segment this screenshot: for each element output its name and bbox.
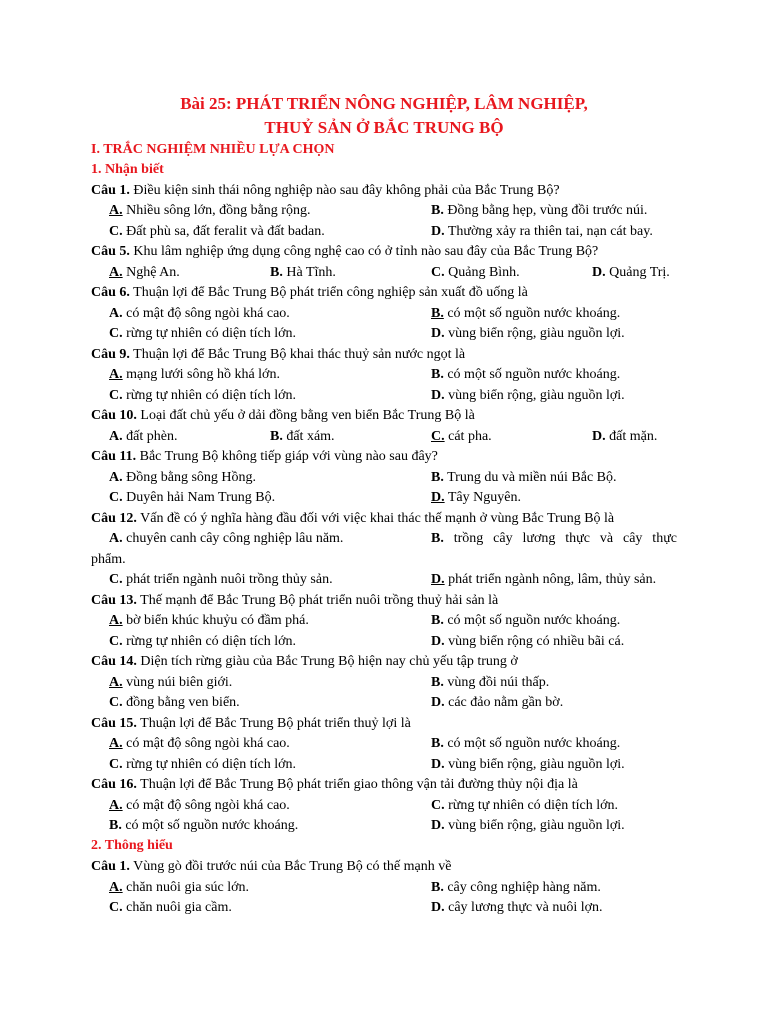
option-a <box>109 796 290 816</box>
option-a <box>109 427 177 447</box>
option-text: chăn nuôi gia súc lớn. <box>122 880 250 895</box>
option-text: trồng cây lương thực và cây thực <box>443 531 677 546</box>
option-d <box>431 222 653 242</box>
option-key: D. <box>431 490 445 505</box>
option-key: B. <box>431 880 444 895</box>
option-key: A. <box>109 470 123 485</box>
option-a <box>109 611 309 631</box>
option-text: chăn nuôi gia cầm. <box>122 900 232 915</box>
lesson-title-line-1: Bài 25: PHÁT TRIỂN NÔNG NGHIỆP, LÂM NGHIỆP, <box>180 94 588 113</box>
option-d <box>592 263 670 283</box>
option-key: B. <box>431 203 444 218</box>
question-text <box>91 509 614 529</box>
question-text <box>91 406 475 426</box>
option-b <box>431 529 677 549</box>
option-text: rừng tự nhiên có diện tích lớn. <box>444 798 619 813</box>
option-key: A. <box>109 429 123 444</box>
option-key: C. <box>109 326 123 341</box>
option-text: vùng núi biên giới. <box>122 675 233 690</box>
option-text: Trung du và miền núi Bắc Bộ. <box>443 470 617 485</box>
option-a <box>109 673 232 693</box>
question-text <box>91 345 465 365</box>
option-key: C. <box>109 490 123 505</box>
option-text: có một số nguồn nước khoáng. <box>121 818 299 833</box>
option-text: rừng tự nhiên có diện tích lớn. <box>122 388 297 403</box>
option-key: D. <box>592 265 606 280</box>
subheading-nhan-biet: 1. Nhận biết <box>91 162 164 177</box>
option-b-continuation: phẩm. <box>91 552 126 567</box>
question-row <box>0 509 768 529</box>
option-text: phát triển ngành nuôi trồng thủy sản. <box>122 572 333 587</box>
option-key: D. <box>431 818 445 833</box>
option-d <box>592 427 657 447</box>
question-stem: Thuận lợi để Bắc Trung Bộ khai thác thuỷ sản nước ngọt là <box>129 347 466 362</box>
option-row <box>0 263 768 283</box>
question-text <box>91 181 560 201</box>
option-c <box>109 488 275 508</box>
option-text: có một số nguồn nước khoáng. <box>443 613 621 628</box>
option-text: đất phèn. <box>122 429 178 444</box>
question-text <box>91 447 438 467</box>
option-key: A. <box>109 675 123 690</box>
option-key: B. <box>431 613 444 628</box>
option-text: Duyên hải Nam Trung Bộ. <box>122 490 276 505</box>
option-key: D. <box>431 326 445 341</box>
option-row <box>0 488 768 508</box>
question-row <box>0 652 768 672</box>
option-key: B. <box>431 306 444 321</box>
option-text: các đảo nằm gần bờ. <box>444 695 564 710</box>
option-b <box>431 734 620 754</box>
option-text: Nghệ An. <box>122 265 180 280</box>
option-row <box>0 673 768 693</box>
question-stem: Vấn đề có ý nghĩa hàng đầu đối với việc khai thác thế mạnh ở vùng Bắc Trung Bộ là <box>136 511 615 526</box>
section-heading-row <box>0 140 768 160</box>
option-b <box>431 468 617 488</box>
option-key: B. <box>270 265 283 280</box>
question-label: Câu 13. <box>91 593 137 608</box>
option-key: A. <box>109 736 123 751</box>
subheading-thong-hieu: 2. Thông hiểu <box>91 838 173 853</box>
option-text: Đất phù sa, đất feralit và đất badan. <box>122 224 325 239</box>
option-row <box>0 632 768 652</box>
question-label: Câu 1. <box>91 859 130 874</box>
option-d <box>431 898 603 918</box>
question-label: Câu 12. <box>91 511 137 526</box>
option-row <box>0 386 768 406</box>
option-key: C. <box>109 224 123 239</box>
option-a <box>109 468 256 488</box>
option-key: A. <box>109 613 123 628</box>
option-d <box>431 386 625 406</box>
option-text: rừng tự nhiên có diện tích lớn. <box>122 757 297 772</box>
option-text: phát triển ngành nông, lâm, thủy sản. <box>444 572 657 587</box>
question-row <box>0 242 768 262</box>
option-row <box>0 427 768 447</box>
subheading-row <box>0 160 768 180</box>
option-key: A. <box>109 798 123 813</box>
question-text <box>91 857 451 877</box>
option-key: B. <box>431 675 444 690</box>
question-stem: Điều kiện sinh thái nông nghiệp nào sau đây không phải của Bắc Trung Bộ? <box>129 183 560 198</box>
option-row <box>0 878 768 898</box>
option-text: cát pha. <box>444 429 492 444</box>
option-text: đất mặn. <box>605 429 658 444</box>
option-text: Quảng Bình. <box>444 265 520 280</box>
option-c <box>109 222 325 242</box>
option-c <box>431 796 618 816</box>
option-text: có mật độ sông ngòi khá cao. <box>122 306 290 321</box>
option-a <box>109 878 249 898</box>
option-text: bờ biển khúc khuỷu có đầm phá. <box>122 613 309 628</box>
question-text <box>91 283 528 303</box>
question-row <box>0 406 768 426</box>
option-text: có mật độ sông ngòi khá cao. <box>122 736 290 751</box>
question-text <box>91 714 411 734</box>
question-stem: Diện tích rừng giàu của Bắc Trung Bộ hiện nay chủ yếu tập trung ở <box>136 654 518 669</box>
option-text: cây công nghiệp hàng năm. <box>443 880 601 895</box>
option-text: Đồng bằng hẹp, vùng đồi trước núi. <box>443 203 648 218</box>
option-text: rừng tự nhiên có diện tích lớn. <box>122 634 297 649</box>
question-stem: Bắc Trung Bộ không tiếp giáp với vùng nào sau đây? <box>136 449 438 464</box>
option-a <box>109 365 280 385</box>
subheading-row <box>0 836 768 856</box>
option-text: mạng lưới sông hồ khá lớn. <box>122 367 280 382</box>
question-stem: Thuận lợi để Bắc Trung Bộ phát triển công nghiệp sản xuất đồ uống là <box>129 285 528 300</box>
option-row <box>0 755 768 775</box>
question-stem: Khu lâm nghiệp ứng dụng công nghệ cao có ở tỉnh nào sau đây của Bắc Trung Bộ? <box>129 244 599 259</box>
option-key: A. <box>109 265 123 280</box>
option-d <box>431 693 563 713</box>
option-row <box>0 570 768 590</box>
question-stem: Thuận lợi để Bắc Trung Bộ phát triển giao thông vận tải đường thủy nội địa là <box>136 777 578 792</box>
option-text: vùng biển rộng, giàu nguồn lợi. <box>444 757 625 772</box>
option-text: chuyên canh cây công nghiệp lâu năm. <box>122 531 344 546</box>
option-b <box>431 304 620 324</box>
question-row <box>0 857 768 877</box>
question-row <box>0 345 768 365</box>
option-text: Hà Tĩnh. <box>282 265 336 280</box>
question-label: Câu 1. <box>91 183 130 198</box>
option-text: đất xám. <box>282 429 335 444</box>
option-key: C. <box>109 634 123 649</box>
question-row <box>0 181 768 201</box>
option-key: C. <box>431 429 445 444</box>
question-label: Câu 15. <box>91 716 137 731</box>
option-b <box>431 673 549 693</box>
option-key: C. <box>109 757 123 772</box>
option-key: A. <box>109 880 123 895</box>
option-row <box>0 816 768 836</box>
option-key: D. <box>431 900 445 915</box>
question-row <box>0 283 768 303</box>
option-key: C. <box>109 388 123 403</box>
option-key: B. <box>431 736 444 751</box>
option-row <box>0 365 768 385</box>
option-b <box>109 816 298 836</box>
section-heading: I. TRẮC NGHIỆM NHIỀU LỰA CHỌN <box>91 142 335 157</box>
option-row <box>0 529 768 549</box>
question-text <box>91 775 578 795</box>
option-c <box>431 427 492 447</box>
option-key: D. <box>592 429 606 444</box>
question-text <box>91 591 498 611</box>
option-row <box>0 324 768 344</box>
option-row <box>0 222 768 242</box>
option-text: có một số nguồn nước khoáng. <box>443 736 621 751</box>
option-c <box>431 263 520 283</box>
option-text: Thường xảy ra thiên tai, nạn cát bay. <box>444 224 653 239</box>
option-row <box>0 201 768 221</box>
question-label: Câu 6. <box>91 285 130 300</box>
option-key: C. <box>431 265 445 280</box>
option-a <box>109 263 180 283</box>
option-text: có một số nguồn nước khoáng. <box>443 306 621 321</box>
question-label: Câu 11. <box>91 449 137 464</box>
option-row <box>0 734 768 754</box>
option-d <box>431 324 625 344</box>
option-row <box>0 611 768 631</box>
option-text: rừng tự nhiên có diện tích lớn. <box>122 326 297 341</box>
option-b <box>431 201 647 221</box>
question-row <box>0 714 768 734</box>
option-key: B. <box>431 531 444 546</box>
option-key: B. <box>270 429 283 444</box>
question-text <box>91 652 518 672</box>
option-key: A. <box>109 203 123 218</box>
option-text: có một số nguồn nước khoáng. <box>443 367 621 382</box>
option-a <box>109 304 290 324</box>
option-c <box>109 324 296 344</box>
option-text: có mật độ sông ngòi khá cao. <box>122 798 290 813</box>
option-text: Quảng Trị. <box>605 265 670 280</box>
option-row <box>0 796 768 816</box>
option-key: D. <box>431 572 445 587</box>
option-c <box>109 632 296 652</box>
question-label: Câu 10. <box>91 408 137 423</box>
option-a <box>109 201 310 221</box>
option-b <box>270 427 335 447</box>
option-key: C. <box>109 695 123 710</box>
option-c <box>109 570 333 590</box>
option-key: B. <box>109 818 122 833</box>
option-text: Nhiều sông lớn, đồng bằng rộng. <box>122 203 311 218</box>
option-d <box>431 488 521 508</box>
option-row <box>0 693 768 713</box>
option-row <box>0 898 768 918</box>
option-a <box>109 529 343 549</box>
option-b <box>270 263 336 283</box>
question-label: Câu 5. <box>91 244 130 259</box>
option-d <box>431 816 625 836</box>
lesson-title-line-2: THUỶ SẢN Ở BẮC TRUNG BỘ <box>264 118 504 137</box>
question-label: Câu 16. <box>91 777 137 792</box>
question-stem: Loại đất chủ yếu ở dải đồng bằng ven biển Bắc Trung Bộ là <box>136 408 475 423</box>
option-key: D. <box>431 388 445 403</box>
question-text <box>91 242 598 262</box>
option-c <box>109 755 296 775</box>
option-d <box>431 632 624 652</box>
option-text: Đồng bằng sông Hồng. <box>122 470 257 485</box>
option-row <box>0 468 768 488</box>
option-text: vùng biển rộng, giàu nguồn lợi. <box>444 326 625 341</box>
option-key: D. <box>431 695 445 710</box>
option-text: Tây Nguyên. <box>444 490 521 505</box>
option-text: vùng biển rộng có nhiều bãi cá. <box>444 634 625 649</box>
option-text: vùng biển rộng, giàu nguồn lợi. <box>444 818 625 833</box>
option-key: A. <box>109 531 123 546</box>
option-key: B. <box>431 367 444 382</box>
option-key: B. <box>431 470 444 485</box>
option-text: đồng bằng ven biển. <box>122 695 240 710</box>
option-c <box>109 898 232 918</box>
option-a <box>109 734 290 754</box>
option-text: vùng đồi núi thấp. <box>443 675 550 690</box>
question-stem: Vùng gò đồi trước núi của Bắc Trung Bộ có thế mạnh về <box>129 859 452 874</box>
option-text: vùng biển rộng, giàu nguồn lợi. <box>444 388 625 403</box>
option-c <box>109 386 296 406</box>
option-key: C. <box>109 572 123 587</box>
option-row <box>0 304 768 324</box>
option-key: D. <box>431 634 445 649</box>
option-key: C. <box>431 798 445 813</box>
option-d <box>431 570 656 590</box>
question-row <box>0 591 768 611</box>
option-key: D. <box>431 757 445 772</box>
question-stem: Thuận lợi để Bắc Trung Bộ phát triển thuỷ lợi là <box>136 716 411 731</box>
option-b <box>431 878 601 898</box>
question-row <box>0 775 768 795</box>
option-text: cây lương thực và nuôi lợn. <box>444 900 603 915</box>
option-b <box>431 611 620 631</box>
question-label: Câu 9. <box>91 347 130 362</box>
option-key: A. <box>109 306 123 321</box>
option-c <box>109 693 240 713</box>
question-stem: Thế mạnh để Bắc Trung Bộ phát triển nuôi trồng thuỷ hải sản là <box>136 593 499 608</box>
option-row-continuation <box>0 550 768 570</box>
option-b <box>431 365 620 385</box>
option-key: D. <box>431 224 445 239</box>
option-d <box>431 755 625 775</box>
option-key: C. <box>109 900 123 915</box>
option-key: A. <box>109 367 123 382</box>
question-label: Câu 14. <box>91 654 137 669</box>
question-row <box>0 447 768 467</box>
